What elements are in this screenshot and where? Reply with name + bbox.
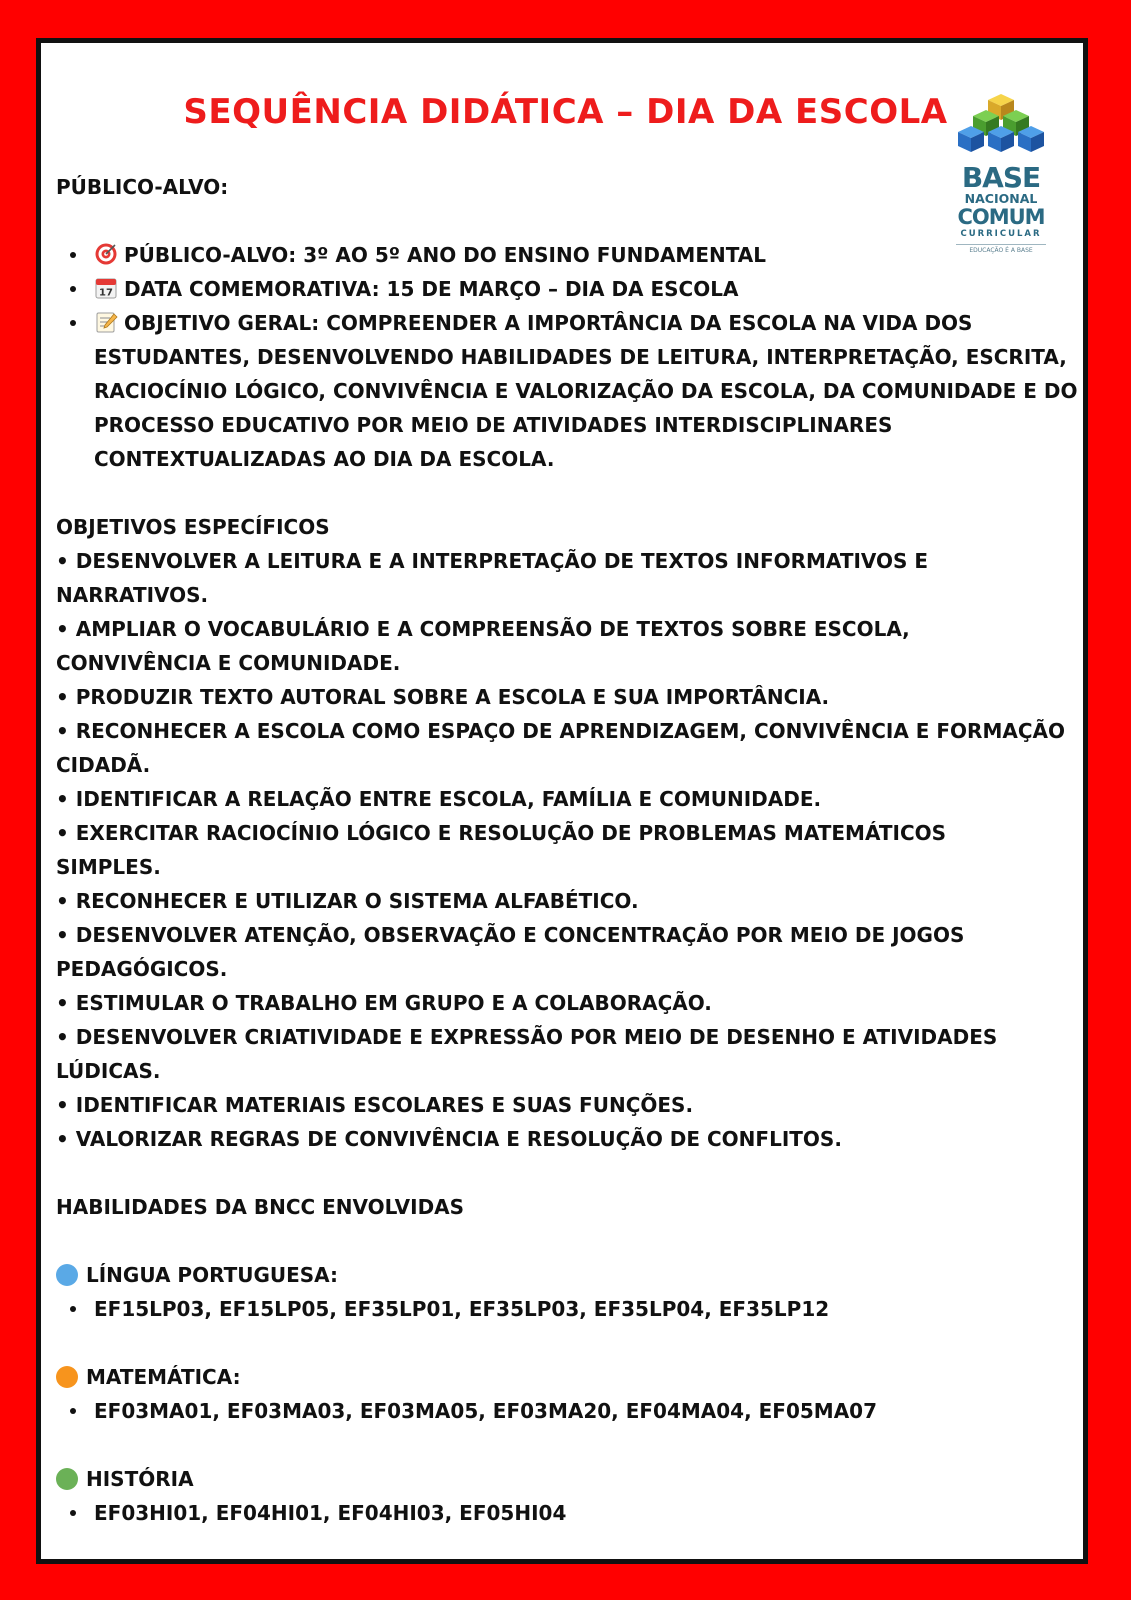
objetivo-line: • IDENTIFICAR A RELAÇÃO ENTRE ESCOLA, FAMÍLIA E COMUNIDADE.: [56, 787, 822, 811]
objetivo-line: • RECONHECER E UTILIZAR O SISTEMA ALFABÉTICO.: [56, 889, 639, 913]
document-content: [56, 170, 1080, 1530]
codes-list: [56, 1394, 1080, 1428]
target-icon: [94, 242, 118, 266]
objetivo-line: • IDENTIFICAR MATERIAIS ESCOLARES E SUAS FUNÇÕES.: [56, 1093, 694, 1117]
objetivo-line: SIMPLES.: [56, 855, 161, 879]
objetivo-line: • DESENVOLVER ATENÇÃO, OBSERVAÇÃO E CONCENTRAÇÃO POR MEIO DE JOGOS: [56, 923, 965, 947]
memo-icon: [94, 310, 118, 334]
orange-circle-icon: [56, 1366, 78, 1388]
objetivo-line: • RECONHECER A ESCOLA COMO ESPAÇO DE APRENDIZAGEM, CONVIVÊNCIA E FORMAÇÃO: [56, 719, 1065, 743]
objetivo-line: CONVIVÊNCIA E COMUNIDADE.: [56, 651, 401, 675]
info-item-text: DATA COMEMORATIVA: 15 DE MARÇO – DIA DA ESCOLA: [124, 277, 739, 301]
objetivos-heading: OBJETIVOS ESPECÍFICOS: [56, 515, 330, 539]
objetivo-line: NARRATIVOS.: [56, 583, 209, 607]
logo-line-curricular: CURRICULAR: [960, 228, 1042, 239]
list-item: EF03MA01, EF03MA03, EF03MA05, EF03MA20, EF04MA04, EF05MA07: [56, 1394, 1080, 1428]
area-name: MATEMÁTICA:: [86, 1365, 241, 1389]
green-circle-icon: [56, 1468, 78, 1490]
list-item: EF15LP03, EF15LP05, EF35LP01, EF35LP03, EF35LP04, EF35LP12: [56, 1292, 1080, 1326]
objetivos-list: [56, 544, 1080, 1156]
objetivo-line: • DESENVOLVER A LEITURA E A INTERPRETAÇÃO DE TEXTOS INFORMATIVOS E: [56, 549, 929, 573]
area-heading-matematica: [56, 1360, 1080, 1394]
list-item: [56, 238, 1080, 272]
list-item: EF03HI01, EF04HI01, EF04HI03, EF05HI04: [56, 1496, 1080, 1530]
info-list: [56, 238, 1080, 476]
logo-line-base: BASE: [961, 161, 1041, 194]
objetivo-line: • VALORIZAR REGRAS DE CONVIVÊNCIA E RESOLUÇÃO DE CONFLITOS.: [56, 1127, 842, 1151]
logo-line-nacional: NACIONAL: [964, 191, 1038, 206]
list-item: [56, 272, 1080, 306]
objetivo-line: • AMPLIAR O VOCABULÁRIO E A COMPREENSÃO DE TEXTOS SOBRE ESCOLA,: [56, 617, 910, 641]
cubes-logo-icon: [956, 92, 1046, 164]
objetivo-line: LÚDICAS.: [56, 1059, 161, 1083]
area-name: HISTÓRIA: [86, 1467, 194, 1491]
area-heading-portugues: [56, 1258, 1080, 1292]
objetivo-line: CIDADÃ.: [56, 753, 151, 777]
objetivo-line: • EXERCITAR RACIOCÍNIO LÓGICO E RESOLUÇÃO DE PROBLEMAS MATEMÁTICOS: [56, 821, 947, 845]
logo-tagline: EDUCAÇÃO É A BASE: [956, 244, 1046, 254]
objetivo-line: • ESTIMULAR O TRABALHO EM GRUPO E A COLABORAÇÃO.: [56, 991, 712, 1015]
codes-list: [56, 1496, 1080, 1530]
objetivo-line: • DESENVOLVER CRIATIVIDADE E EXPRESSÃO POR MEIO DE DESENHO E ATIVIDADES: [56, 1025, 998, 1049]
info-item-text: PÚBLICO-ALVO: 3º AO 5º ANO DO ENSINO FUNDAMENTAL: [124, 243, 767, 267]
calendar-icon: [94, 276, 118, 300]
logo-line-comum: COMUM: [957, 204, 1045, 229]
area-heading-historia: [56, 1462, 1080, 1496]
blue-circle-icon: [56, 1264, 78, 1286]
habilidades-heading: HABILIDADES DA BNCC ENVOLVIDAS: [56, 1195, 465, 1219]
objetivo-line: PEDAGÓGICOS.: [56, 957, 228, 981]
list-item: [56, 306, 1080, 476]
calendar-day: 17: [99, 287, 113, 299]
codes-list: [56, 1292, 1080, 1326]
area-name: LÍNGUA PORTUGUESA:: [86, 1263, 339, 1287]
page-title: SEQUÊNCIA DIDÁTICA – DIA DA ESCOLA: [183, 92, 948, 132]
info-item-text: OBJETIVO GERAL: COMPREENDER A IMPORTÂNCIA DA ESCOLA NA VIDA DOS ESTUDANTES, DESENVOLVENDO HABILIDADES DE LEITURA, INTERPRETAÇÃO, ESCRITA, RACIOCÍNIO LÓGICO, CONVIVÊNCIA E VALORIZAÇÃO DA ESCOLA, DA COMUNIDADE E DO PROCESSO EDUCATIVO POR MEIO DE ATIVIDADES INTERDISCIPLINARES CONTEXTUALIZADAS AO DIA DA ESCOLA.: [94, 311, 1078, 471]
objetivo-line: • PRODUZIR TEXTO AUTORAL SOBRE A ESCOLA E SUA IMPORTÂNCIA.: [56, 685, 830, 709]
publico-heading: PÚBLICO-ALVO:: [56, 175, 229, 199]
